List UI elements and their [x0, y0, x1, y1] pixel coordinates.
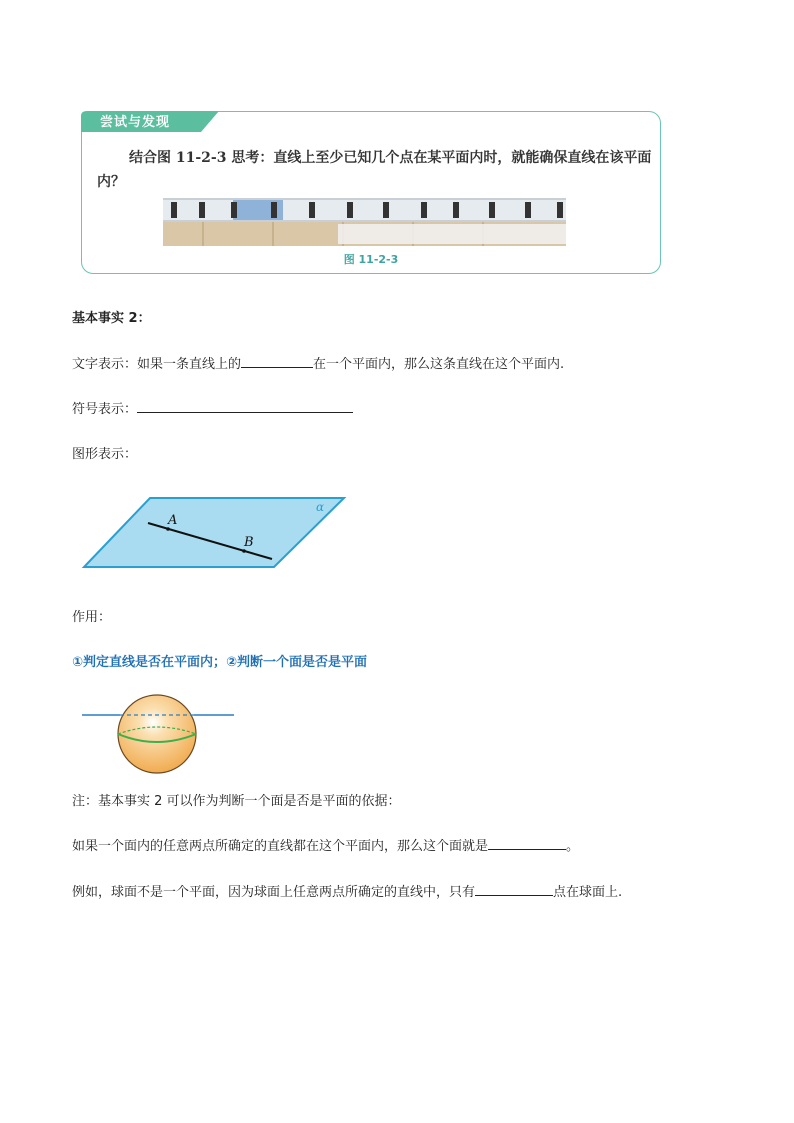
symbol-representation-line — [72, 398, 353, 417]
note-line-2-suffix: 。 — [566, 839, 580, 854]
sphere-diagram — [80, 688, 240, 782]
fill-blank-4[interactable] — [475, 883, 553, 896]
note-line-3-suffix: 点在球面上. — [553, 885, 623, 900]
label-a: A — [168, 513, 178, 528]
figure-label: 图形表示： — [72, 447, 138, 462]
text-representation-prefix: 文字表示：如果一条直线上的 — [72, 357, 242, 372]
usage-label: 作用： — [72, 610, 112, 625]
plane-alpha — [84, 498, 344, 567]
usage-text: ①判定直线是否在平面内；②判断一个面是否是平面 — [72, 655, 368, 670]
plane-diagram — [80, 495, 350, 571]
note-line-2-prefix: 如果一个面内的任意两点所确定的直线都在这个平面内，那么这个面就是 — [72, 839, 489, 854]
ruler-nails-photo — [163, 198, 566, 246]
fill-blank-3[interactable] — [488, 837, 566, 850]
fact2-heading: 基本事实 2： — [72, 311, 151, 326]
note-line-1: 注：基本事实 2 可以作为判断一个面是否是平面的依据： — [72, 794, 401, 809]
note-line-2 — [72, 835, 579, 854]
note-line-3-prefix: 例如，球面不是一个平面，因为球面上任意两点所确定的直线中，只有 — [72, 885, 476, 900]
sphere — [118, 695, 196, 773]
figure-caption: 图 11-2-3 — [343, 253, 399, 266]
try-discover-tab-label: 尝试与发现 — [100, 115, 171, 130]
note-line-3 — [72, 881, 622, 900]
fill-blank-2[interactable] — [137, 400, 353, 413]
label-b: B — [244, 535, 254, 550]
symbol-label: 符号表示： — [72, 402, 138, 417]
fill-blank-1[interactable] — [241, 355, 313, 368]
try-discover-prompt: 结合图 11-2-3 思考：直线上至少已知几个点在某平面内时，就能确保直线在该平面内？ — [97, 150, 652, 190]
text-representation-line — [72, 353, 564, 372]
text-representation-suffix: 在一个平面内，那么这条直线在这个平面内. — [313, 357, 565, 372]
label-alpha: α — [316, 500, 325, 514]
